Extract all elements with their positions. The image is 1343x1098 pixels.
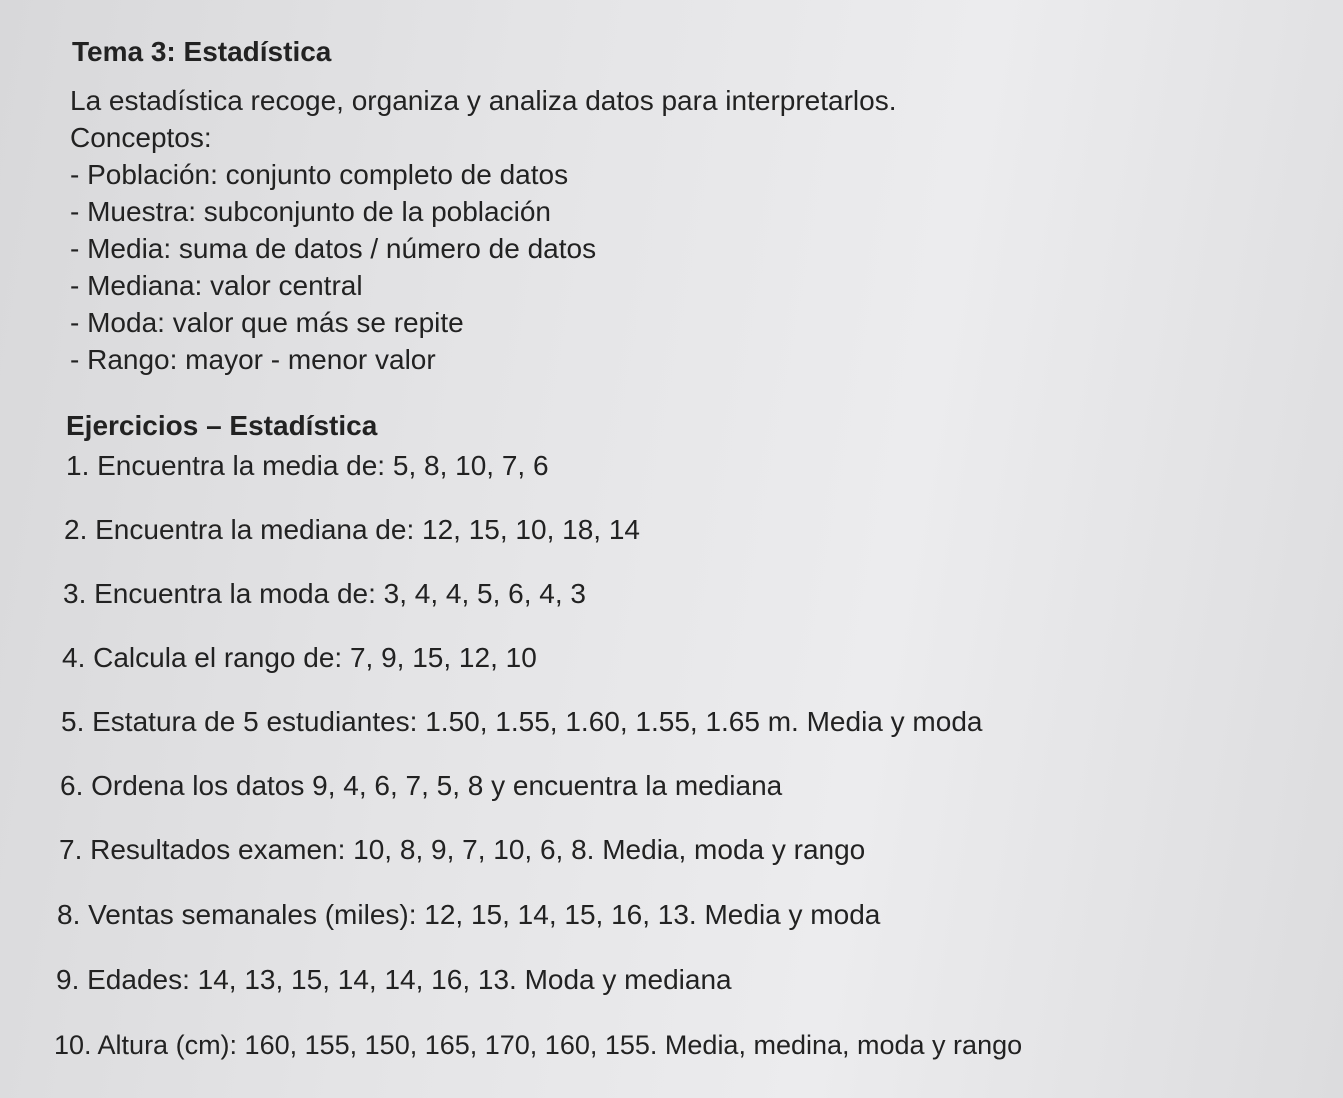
document-title: Tema 3: Estadística bbox=[72, 36, 332, 67]
exercise-item: 4. Calcula el rango de: 7, 9, 15, 12, 10 bbox=[62, 642, 537, 673]
exercise-item: 7. Resultados examen: 10, 8, 9, 7, 10, 6, 8. Media, moda y rango bbox=[59, 834, 866, 865]
exercise-item: 1. Encuentra la media de: 5, 8, 10, 7, 6 bbox=[66, 450, 549, 481]
concept-item: - Moda: valor que más se repite bbox=[70, 307, 464, 338]
exercise-item: 5. Estatura de 5 estudiantes: 1.50, 1.55, 1.60, 1.55, 1.65 m. Media y moda bbox=[61, 706, 983, 737]
exercise-item: 9. Edades: 14, 13, 15, 14, 14, 16, 13. Moda y mediana bbox=[56, 964, 732, 995]
concept-item: - Muestra: subconjunto de la población bbox=[70, 196, 551, 227]
concept-item: - Media: suma de datos / número de datos bbox=[70, 233, 597, 264]
exercise-item: 8. Ventas semanales (miles): 12, 15, 14, 15, 16, 13. Media y moda bbox=[57, 899, 881, 930]
exercise-item: 2. Encuentra la mediana de: 12, 15, 10, 18, 14 bbox=[64, 514, 640, 545]
exercise-item: 3. Encuentra la moda de: 3, 4, 4, 5, 6, 4, 3 bbox=[63, 578, 587, 609]
exercise-item: 10. Altura (cm): 160, 155, 150, 165, 170, 160, 155. Media, medina, moda y rango bbox=[54, 1030, 1023, 1060]
concepts-heading: Conceptos: bbox=[70, 122, 212, 153]
intro-section bbox=[70, 82, 896, 378]
intro-text: La estadística recoge, organiza y analiza datos para interpretarlos. bbox=[70, 85, 897, 116]
concept-item: - Mediana: valor central bbox=[70, 270, 363, 301]
concept-item: - Rango: mayor - menor valor bbox=[70, 344, 436, 375]
exercises-heading: Ejercicios – Estadística bbox=[66, 410, 378, 441]
exercise-item: 6. Ordena los datos 9, 4, 6, 7, 5, 8 y encuentra la mediana bbox=[60, 770, 783, 801]
concept-item: - Población: conjunto completo de datos bbox=[70, 159, 569, 190]
